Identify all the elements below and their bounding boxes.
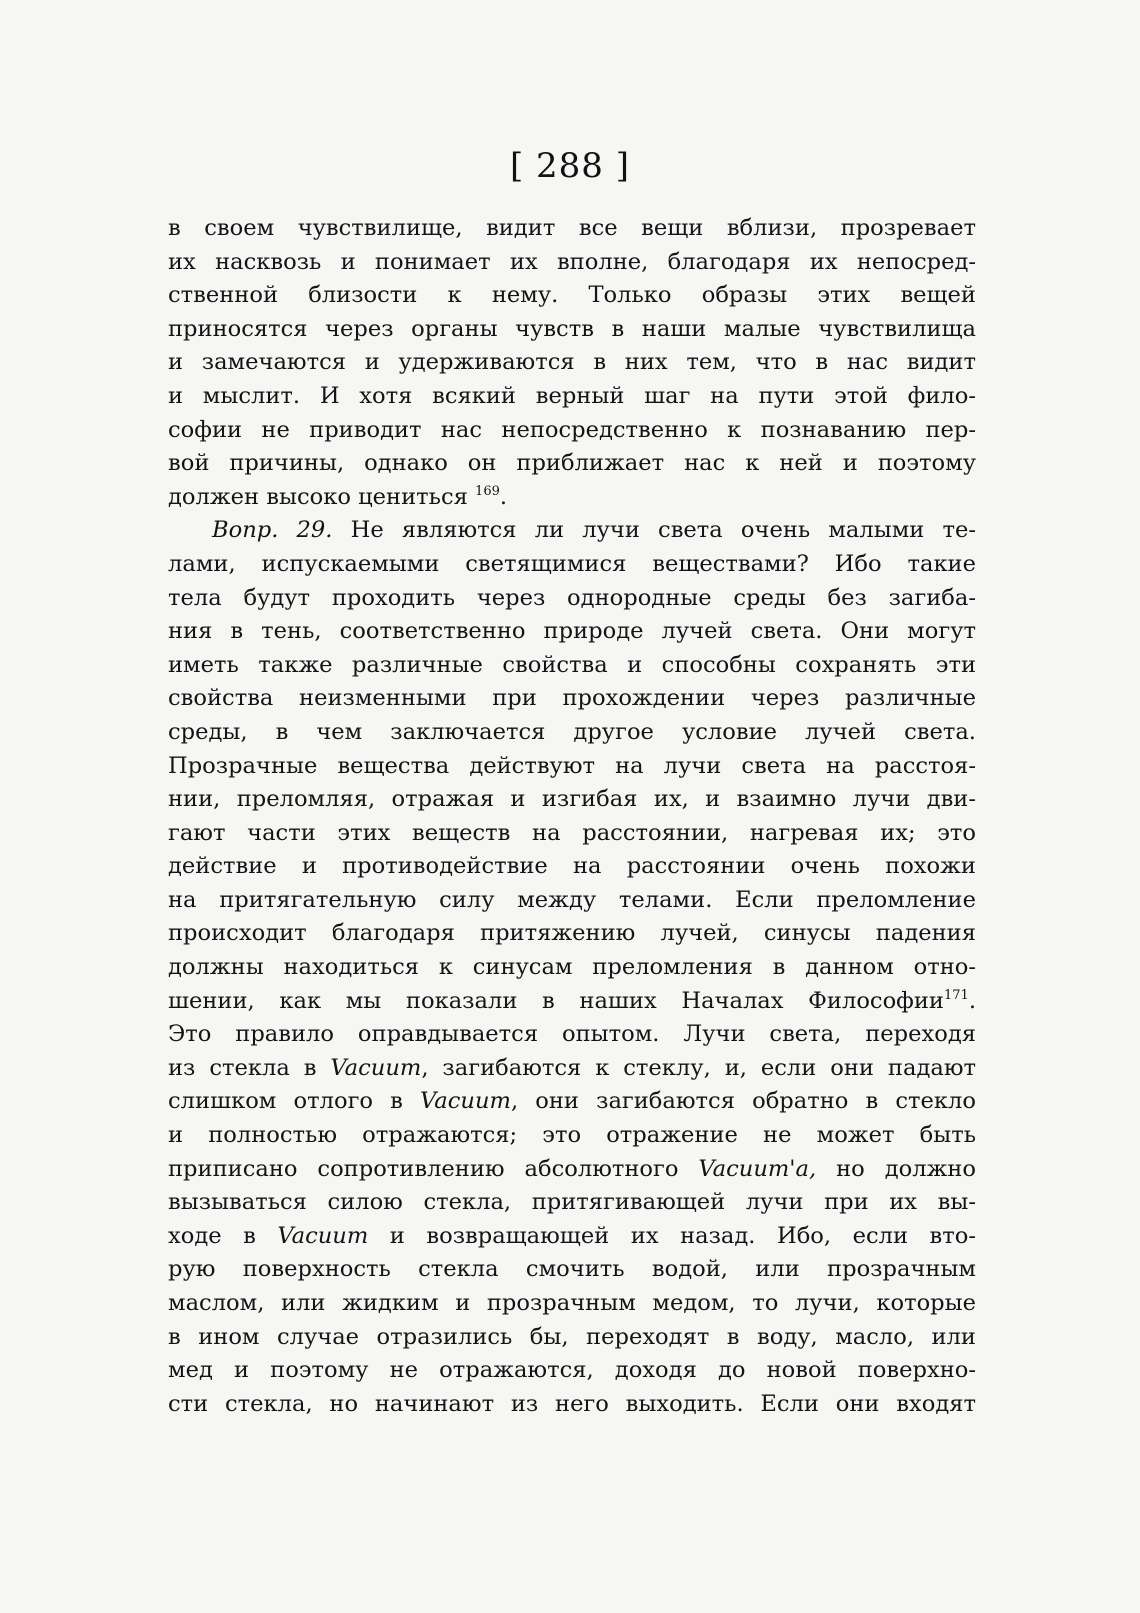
text-fragment: . (499, 483, 508, 510)
latin-term: Vacuum'a, (698, 1155, 817, 1182)
text-line (168, 1052, 976, 1086)
text-line: должны находиться к синусам преломления в данном отно- (168, 954, 976, 981)
text-line: софии не приводит нас непосредственно к познаванию пер- (168, 416, 976, 443)
footnote-ref: 169 (475, 483, 500, 499)
text-line: в ином случае отразились бы, переходят в воду, масло, или (168, 1323, 976, 1350)
text-line: и мыслит. И хотя всякий верный шаг на пути этой фило- (168, 382, 976, 409)
text-line: мед и поэтому не отражаются, доходя до новой поверхно- (168, 1357, 976, 1384)
text-line: маслом, или жидким и прозрачным медом, то лучи, которые (168, 1290, 976, 1316)
text-line: в своем чувствилище, видит все вещи вблизи, прозревает (168, 215, 976, 241)
text-line: свойства неизменными при прохождении через различные (168, 685, 976, 712)
text-line (168, 514, 976, 548)
text-line: Это правило оправдывается опытом. Лучи света, переходя (168, 1021, 976, 1048)
text-fragment: Не являются ли лучи света очень малыми те- (350, 517, 976, 544)
question-label: Вопр. 29. (212, 517, 333, 544)
text-line: тела будут проходить через однородные среды без загиба- (168, 584, 976, 611)
latin-term: Vacuum (420, 1088, 511, 1115)
text-line: приносятся через органы чувств в наши малые чувствилища (168, 315, 976, 342)
text-fragment: должен высоко цениться (168, 483, 468, 510)
text-line: рую поверхность стекла смочить водой, или прозрачным (168, 1256, 976, 1283)
text-line: Прозрачные вещества действуют на лучи света на расстоя- (168, 752, 976, 779)
text-fragment: , они загибаются обратно в стекло (510, 1088, 977, 1115)
text-fragment: приписано сопротивлению абсолютного (168, 1155, 679, 1182)
latin-term: Vacuum (330, 1054, 422, 1081)
text-line: лами, испускаемыми светящимися веществами? Ибо такие (168, 550, 976, 577)
text-line: гают части этих веществ на расстоянии, нагревая их; это (168, 819, 976, 846)
latin-term: Vacuum (277, 1222, 369, 1249)
text-line: иметь также различные свойства и способны сохранять эти (168, 651, 976, 678)
text-line: нии, преломляя, отражая и изгибая их, и взаимно лучи дви- (168, 786, 976, 813)
text-fragment: шении, как мы показали в наших Началах Философии (168, 987, 944, 1014)
body-text (168, 212, 976, 1421)
text-fragment: . (968, 987, 976, 1014)
text-fragment: но должно (836, 1155, 977, 1182)
text-line: ния в тень, соответственно природе лучей света. Они могут (168, 618, 976, 645)
text-line: вызываться силою стекла, притягивающей лучи при их вы- (168, 1189, 976, 1216)
text-line: и полностью отражаются; это отражение не может быть (168, 1122, 976, 1149)
text-line: среды, в чем заключается другое условие лучей света. (168, 718, 976, 745)
text-line: вой причины, однако он приближает нас к ней и поэтому (168, 450, 976, 477)
text-line: на притягательную силу между телами. Если преломление (168, 886, 976, 913)
footnote-ref: 171 (943, 987, 969, 1003)
text-line: сти стекла, но начинают из него выходить. Если они входят (168, 1390, 976, 1417)
text-fragment: , загибаются к стеклу, и, если они падают (421, 1054, 976, 1081)
text-line: и замечаются и удерживаются в них тем, что в нас видит (168, 349, 976, 376)
text-line: ственной близости к нему. Только образы этих вещей (168, 282, 976, 309)
text-line: их насквозь и понимает их вполне, благодаря их непосред- (168, 248, 976, 275)
text-fragment: из стекла в (168, 1054, 317, 1081)
text-line: происходит благодаря притяжению лучей, синусы падения (168, 920, 976, 947)
text-line (168, 1085, 976, 1119)
text-fragment: ходе в (168, 1222, 256, 1249)
text-line (168, 1153, 976, 1187)
text-line (168, 481, 976, 515)
text-fragment: и возвращающей их назад. Ибо, если вто- (389, 1222, 976, 1249)
text-line: действие и противодействие на расстоянии очень похожи (168, 853, 976, 880)
page-number: [ 288 ] (509, 146, 631, 186)
text-line (168, 1220, 976, 1254)
text-line (168, 985, 976, 1019)
text-fragment: слишком отлого в (168, 1088, 403, 1115)
